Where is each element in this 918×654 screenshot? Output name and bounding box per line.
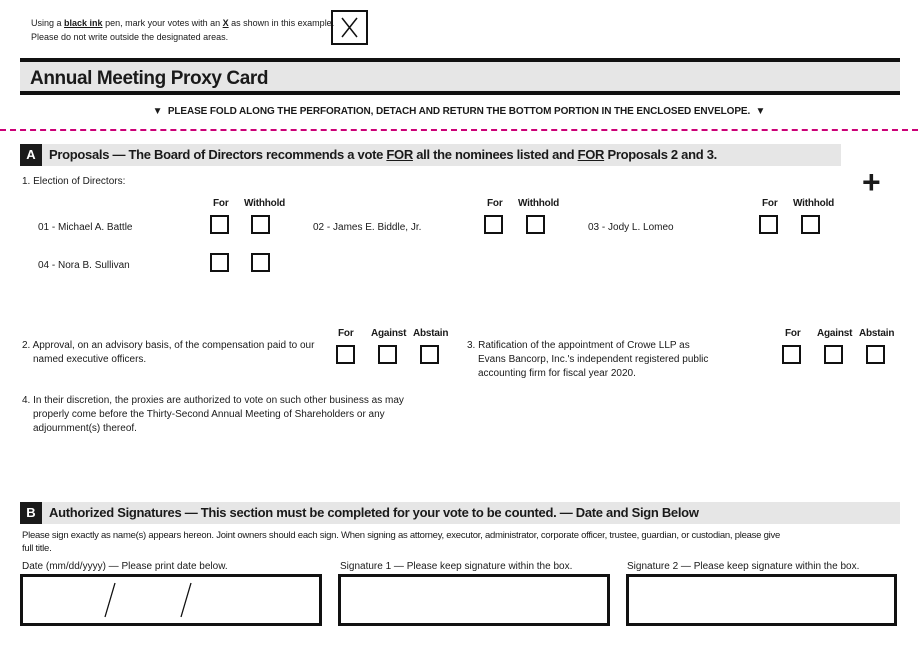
section-b-header bbox=[20, 502, 900, 524]
nominee-04-withhold-checkbox[interactable] bbox=[251, 253, 270, 272]
signing-instructions: Please sign exactly as name(s) appears hereon. Joint owners should each sign. When signing as attorney, executor, administrator, corporate officer, trustee, guardian, or custodian, please give full title. bbox=[22, 530, 781, 554]
nominee-01: 01 - Michael A. Battle bbox=[38, 222, 133, 233]
nominee-04-for-checkbox[interactable] bbox=[210, 253, 229, 272]
proposal-3-against-checkbox[interactable] bbox=[824, 345, 843, 364]
nominee-02-for-checkbox[interactable] bbox=[484, 215, 503, 234]
col-header-for: For bbox=[338, 328, 354, 339]
date-label: Date (mm/dd/yyyy) — Please print date below. bbox=[22, 561, 228, 572]
signature-2-box[interactable] bbox=[626, 574, 897, 626]
proposal-3-abstain-checkbox[interactable] bbox=[866, 345, 885, 364]
proposal-2-text: 2. Approval, on an advisory basis, of the compensation paid to our named executive officers. bbox=[22, 340, 315, 365]
signature-1-box[interactable] bbox=[338, 574, 610, 626]
nominee-03: 03 - Jody L. Lomeo bbox=[588, 222, 674, 233]
down-arrow-icon: ▼ bbox=[755, 106, 766, 117]
col-header-for: For bbox=[785, 328, 801, 339]
col-header-for: For bbox=[213, 198, 229, 209]
proposal-1-label: 1. Election of Directors: bbox=[22, 176, 126, 187]
col-header-withhold: Withhold bbox=[244, 198, 286, 209]
date-slash-separators bbox=[23, 577, 319, 623]
col-header-against: Against bbox=[817, 328, 853, 339]
proposal-3-text: 3. Ratification of the appointment of Crowe LLP as Evans Bancorp, Inc.'s independent registered public accounting firm for fiscal year 2020. bbox=[467, 340, 709, 379]
registration-plus-icon: + bbox=[862, 164, 881, 200]
nominee-02-withhold-checkbox[interactable] bbox=[526, 215, 545, 234]
col-header-withhold: Withhold bbox=[518, 198, 560, 209]
nominee-03-withhold-checkbox[interactable] bbox=[801, 215, 820, 234]
marking-instructions: Using a black ink pen, mark your votes with an X as shown in this example. Please do not write outside the designated areas. bbox=[31, 18, 335, 42]
title-bar bbox=[20, 58, 900, 95]
nominee-02: 02 - James E. Biddle, Jr. bbox=[313, 222, 422, 233]
page-title: Annual Meeting Proxy Card bbox=[30, 68, 269, 89]
nominee-01-for-checkbox[interactable] bbox=[210, 215, 229, 234]
section-b-title: Authorized Signatures — This section must be completed for your vote to be counted. — Date and Sign Below bbox=[49, 505, 699, 520]
proposal-2-for-checkbox[interactable] bbox=[336, 345, 355, 364]
signature-2-label: Signature 2 — Please keep signature within the box. bbox=[627, 561, 860, 572]
section-b-letter: B bbox=[20, 502, 42, 524]
nominee-04: 04 - Nora B. Sullivan bbox=[38, 260, 130, 271]
perforation-line bbox=[0, 129, 918, 131]
example-x-mark-icon bbox=[331, 10, 368, 45]
proposal-2-against-checkbox[interactable] bbox=[378, 345, 397, 364]
down-arrow-icon: ▼ bbox=[152, 106, 163, 117]
col-header-abstain: Abstain bbox=[859, 328, 895, 339]
col-header-abstain: Abstain bbox=[413, 328, 449, 339]
proposal-4-text: 4. In their discretion, the proxies are authorized to vote on such other business as may properly come before the Thirty-Second Annual Meeting of Shareholders or any adjournment(s) thereof. bbox=[22, 395, 404, 434]
black-ink-text: black ink bbox=[64, 18, 103, 28]
col-header-against: Against bbox=[371, 328, 407, 339]
section-a-letter: A bbox=[20, 144, 42, 166]
proposal-3-for-checkbox[interactable] bbox=[782, 345, 801, 364]
proposal-2-abstain-checkbox[interactable] bbox=[420, 345, 439, 364]
col-header-for: For bbox=[762, 198, 778, 209]
date-input-box[interactable] bbox=[20, 574, 322, 626]
fold-notice: ▼ PLEASE FOLD ALONG THE PERFORATION, DETACH AND RETURN THE BOTTOM PORTION IN THE ENCLOSED ENVELOPE. ▼ bbox=[152, 106, 766, 117]
section-a-header bbox=[20, 144, 841, 166]
section-a-title: Proposals — The Board of Directors recommends a vote FOR all the nominees listed and FOR Proposals 2 and 3. bbox=[49, 147, 717, 162]
col-header-for: For bbox=[487, 198, 503, 209]
signature-1-label: Signature 1 — Please keep signature within the box. bbox=[340, 561, 573, 572]
col-header-withhold: Withhold bbox=[793, 198, 835, 209]
nominee-03-for-checkbox[interactable] bbox=[759, 215, 778, 234]
nominee-01-withhold-checkbox[interactable] bbox=[251, 215, 270, 234]
